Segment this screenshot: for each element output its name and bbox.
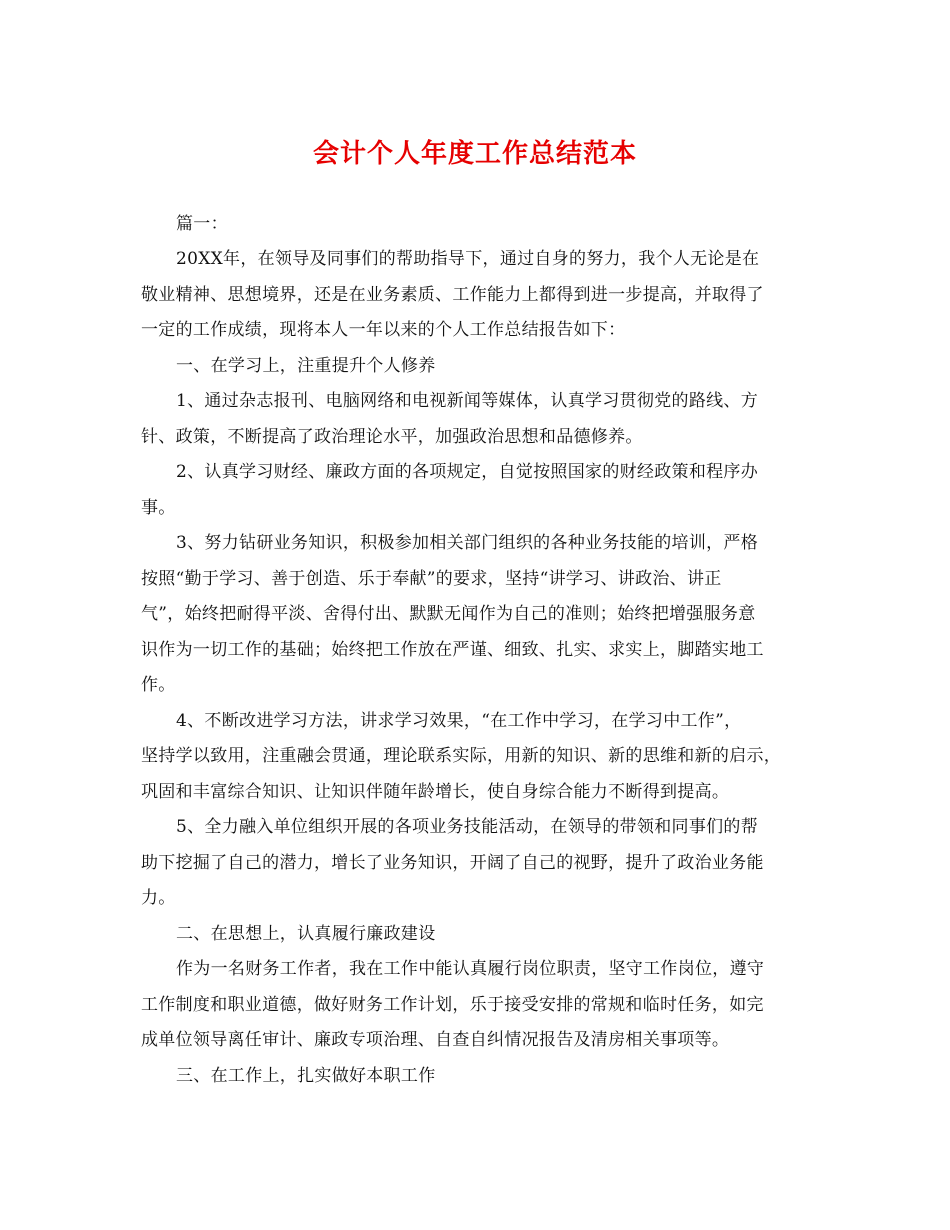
- section-heading: 二、在思想上，认真履行廉政建设: [176, 924, 436, 944]
- text-line: 2、认真学习财经、廉政方面的各项规定，自觉按照国家的财经政策和程序办: [176, 462, 759, 482]
- text-line: 识作为一切工作的基础；始终把工作放在严谨、细致、扎实、求实上，脚踏实地工: [141, 640, 764, 660]
- text-line: 篇一：: [176, 214, 228, 234]
- text-line: 力。: [141, 888, 176, 908]
- text-line: 按照“勤于学习、善于创造、乐于奉献”的要求，坚持“讲学习、讲政治、讲正: [141, 569, 722, 589]
- text-line: 作。: [141, 675, 176, 695]
- text-line: 作为一名财务工作者，我在工作中能认真履行岗位职责，坚守工作岗位，遵守: [176, 959, 765, 979]
- text-line: 敬业精神、思想境界，还是在业务素质、工作能力上都得到进一步提高，并取得了: [141, 285, 764, 305]
- text-line: 5、全力融入单位组织开展的各项业务技能活动，在领导的带领和同事们的帮: [176, 817, 759, 837]
- text-line: 巩固和丰富综合知识、让知识伴随年龄增长，使自身综合能力不断得到提高。: [141, 782, 730, 802]
- text-line: 4、不断改进学习方法，讲求学习效果，“在工作中学习，在学习中工作”，: [176, 711, 742, 731]
- text-line: 针、政策，不断提高了政治理论水平，加强政治思想和品德修养。: [141, 427, 643, 447]
- text-line: 3、努力钻研业务知识，积极参加相关部门组织的各种业务技能的培训，严格: [176, 533, 759, 553]
- text-line: 坚持学以致用，注重融会贯通，理论联系实际，用新的知识、新的思维和新的启示，: [141, 746, 782, 766]
- text-line: 工作制度和职业道德，做好财务工作计划，乐于接受安排的常规和临时任务，如完: [141, 995, 764, 1015]
- text-line: 气”，始终把耐得平淡、舍得付出、默默无闻作为自己的准则；始终把增强服务意: [141, 604, 756, 624]
- section-heading: 一、在学习上，注重提升个人修养: [176, 356, 436, 376]
- text-line: 一定的工作成绩，现将本人一年以来的个人工作总结报告如下：: [141, 320, 626, 340]
- section-heading: 三、在工作上，扎实做好本职工作: [176, 1066, 436, 1086]
- text-line: 1、通过杂志报刊、电脑网络和电视新闻等媒体，认真学习贯彻党的路线、方: [176, 391, 759, 411]
- text-line: 成单位领导离任审计、廉政专项治理、自查自纠情况报告及清房相关事项等。: [141, 1030, 730, 1050]
- text-line: 事。: [141, 498, 176, 518]
- text-line: 20XX年，在领导及同事们的帮助指导下，通过自身的努力，我个人无论是在: [176, 249, 760, 269]
- document-title: 会计个人年度工作总结范本: [312, 139, 637, 169]
- text-line: 助下挖掘了自己的潜力，增长了业务知识，开阔了自己的视野，提升了政治业务能: [141, 853, 764, 873]
